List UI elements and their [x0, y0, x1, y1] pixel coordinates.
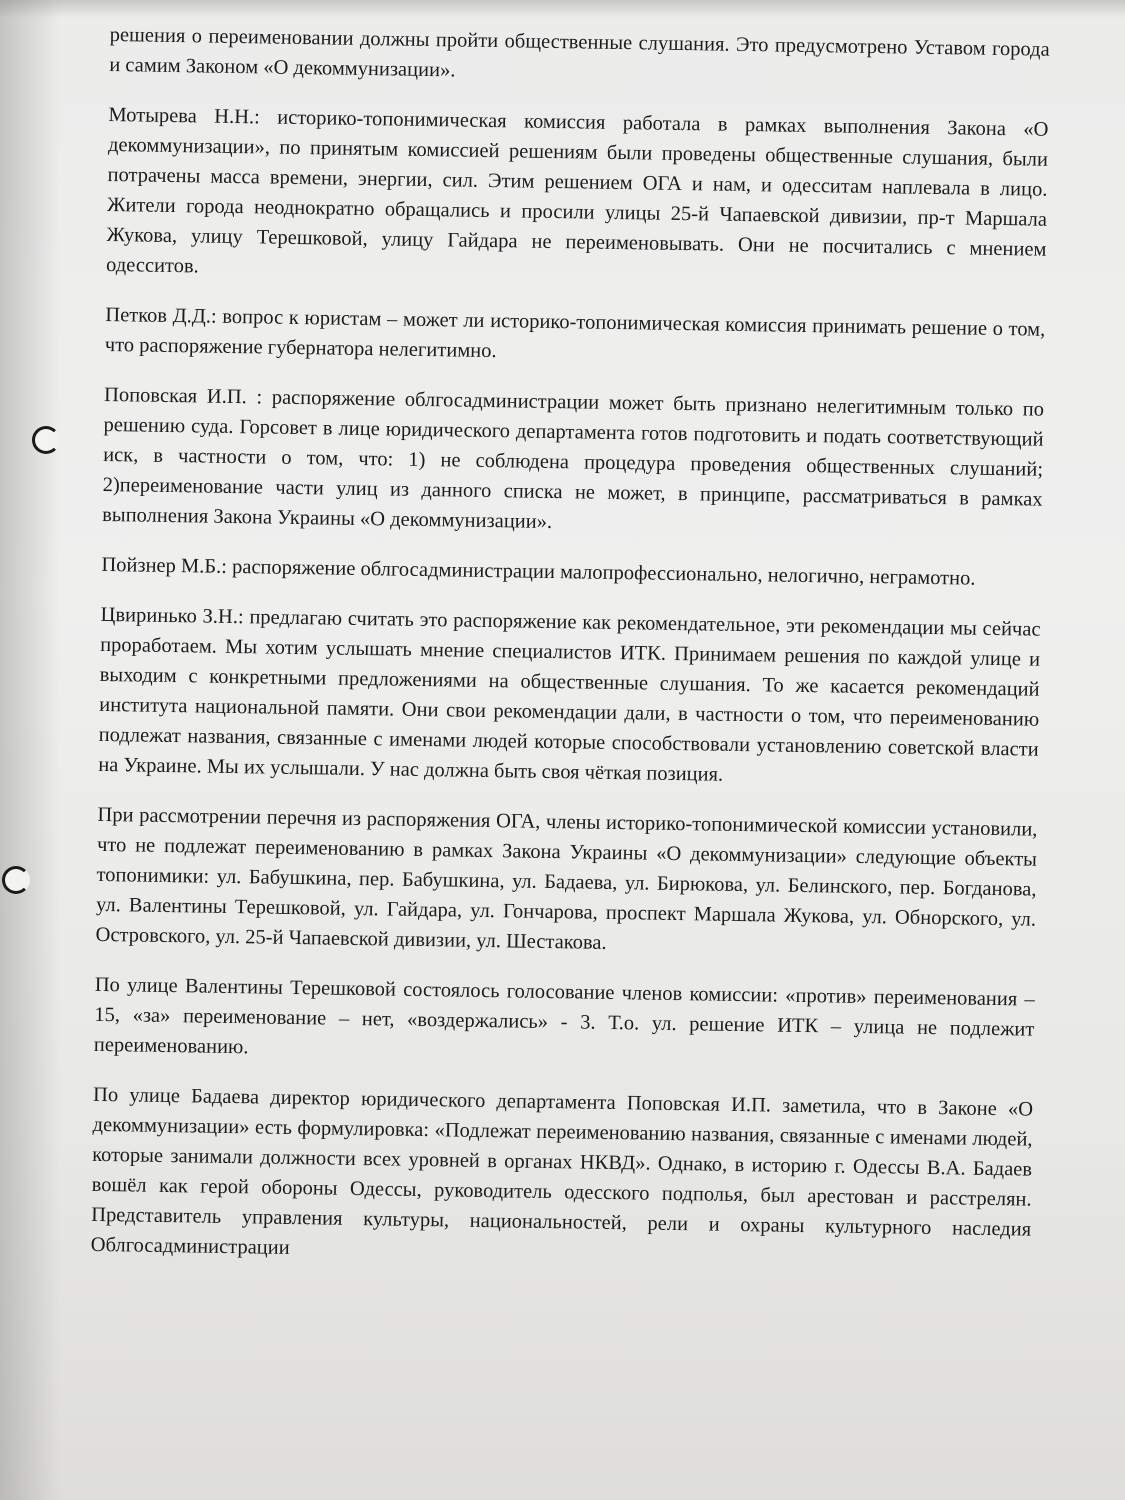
paragraph: Петков Д.Д.: вопрос к юристам – может ли историко-топонимическая комиссия принимать решение о том, что распоряжение губернатора нелегитимно. [104, 303, 1046, 363]
page-top-shadow [0, 0, 1125, 18]
punch-hole-icon [2, 866, 30, 894]
paragraph: Пойзнер М.Б.: распоряжение облгосадминистрации малопрофессионально, нелогично, неграмотно. [101, 553, 976, 590]
page-fold-shadow [0, 0, 60, 1500]
document-body [90, 20, 1050, 1295]
paragraph: решения о переименовании должны пройти общественные слушания. Это предусмотрено Уставом города и самим Законом «О декоммунизации». [109, 23, 1050, 82]
paragraph: При рассмотрении перечня из распоряжения ОГА, члены историко-топонимической комиссии установили, что не подлежат переименованию в рамках Закона Украины «О декоммунизации» следующие объекты топонимики: ул. Бабушкина, пер. Бабушкина, ул. Бадаева, ул. Бирюкова, ул. Белинского, пер. Богданова, ул. Валентины Терешковой, ул. Гайдара, ул. Гончарова, проспект Маршала Жукова, ул. Обнорского, ул. Островского, ул. 25-й Чапаевской дивизии, ул. Шестакова. [95, 803, 1038, 954]
paragraph: Мотырева Н.Н.: историко-топонимическая комиссия работала в рамках выполнения Закона «О декоммунизации», по принятым комиссией решениям были проведены общественные слушания, были потрачены масса времени, энергии, сил. Этим решением ОГА и нам, и одесситам наплевала в лицо. Жители города неоднократно обращались и просили улицы 25-й Чапаевской дивизии, пр-т Маршала Жукова, улицу Терешковой, улицу Гайдара не переименовывать. Они не посчитались с мнением одесситов. [105, 103, 1049, 278]
paragraph: По улице Валентины Терешковой состоялось голосование членов комиссии: «против» переименования – 15, «за» переименование – нет, «воздержались» - 3. Т.о. ул. решение ИТК – улица не подлежит переименованию. [93, 973, 1035, 1059]
punch-hole-icon [32, 426, 60, 454]
paragraph: Цвиринько З.Н.: предлагаю считать это распоряжение как рекомендательное, эти рекомендации мы сейчас проработаем. Мы хотим услышать мнение специалистов ИТК. Принимаем решения по каждой улице и выходим с конкретными предложениями на общественные слушания. То же касается рекомендаций института национальной памяти. Они свои рекомендации дали, в частности о том, что переименованию подлежат названия, связанные с именами людей которые способствовали установлению советской власти на Украине. Мы их услышали. У нас должна быть своя чёткая позиция. [98, 603, 1041, 786]
paragraph: Поповская И.П. : распоряжение облгосадминистрации может быть признано нелегитимным только по решению суда. Горсовет в лице юридического департамента готов подготовить и подать соответствующий иск, в частности о том, что: 1) не соблюдена процедура проведения общественных слушаний; 2)переименование части улиц из данного списка не может, в принципе, рассматриваться в рамках выполнения Закона Украины «О декоммунизации». [102, 383, 1045, 534]
paragraph: По улице Бадаева директор юридического департамента Поповская И.П. заметила, что в Законе «О декоммунизации» есть формулировка: «Подлежат переименованию названия, связанные с именами людей, которые занимали должности всех уровней в органах НКВД». Однако, в историю г. Одессы В.А. Бадаев вошёл как герой обороны Одессы, руководитель одесского подполья, был арестован и расстрелян. Представитель управления культуры, национальностей, рели и охраны культурного наследия Облгосадминистрации [90, 1083, 1034, 1259]
